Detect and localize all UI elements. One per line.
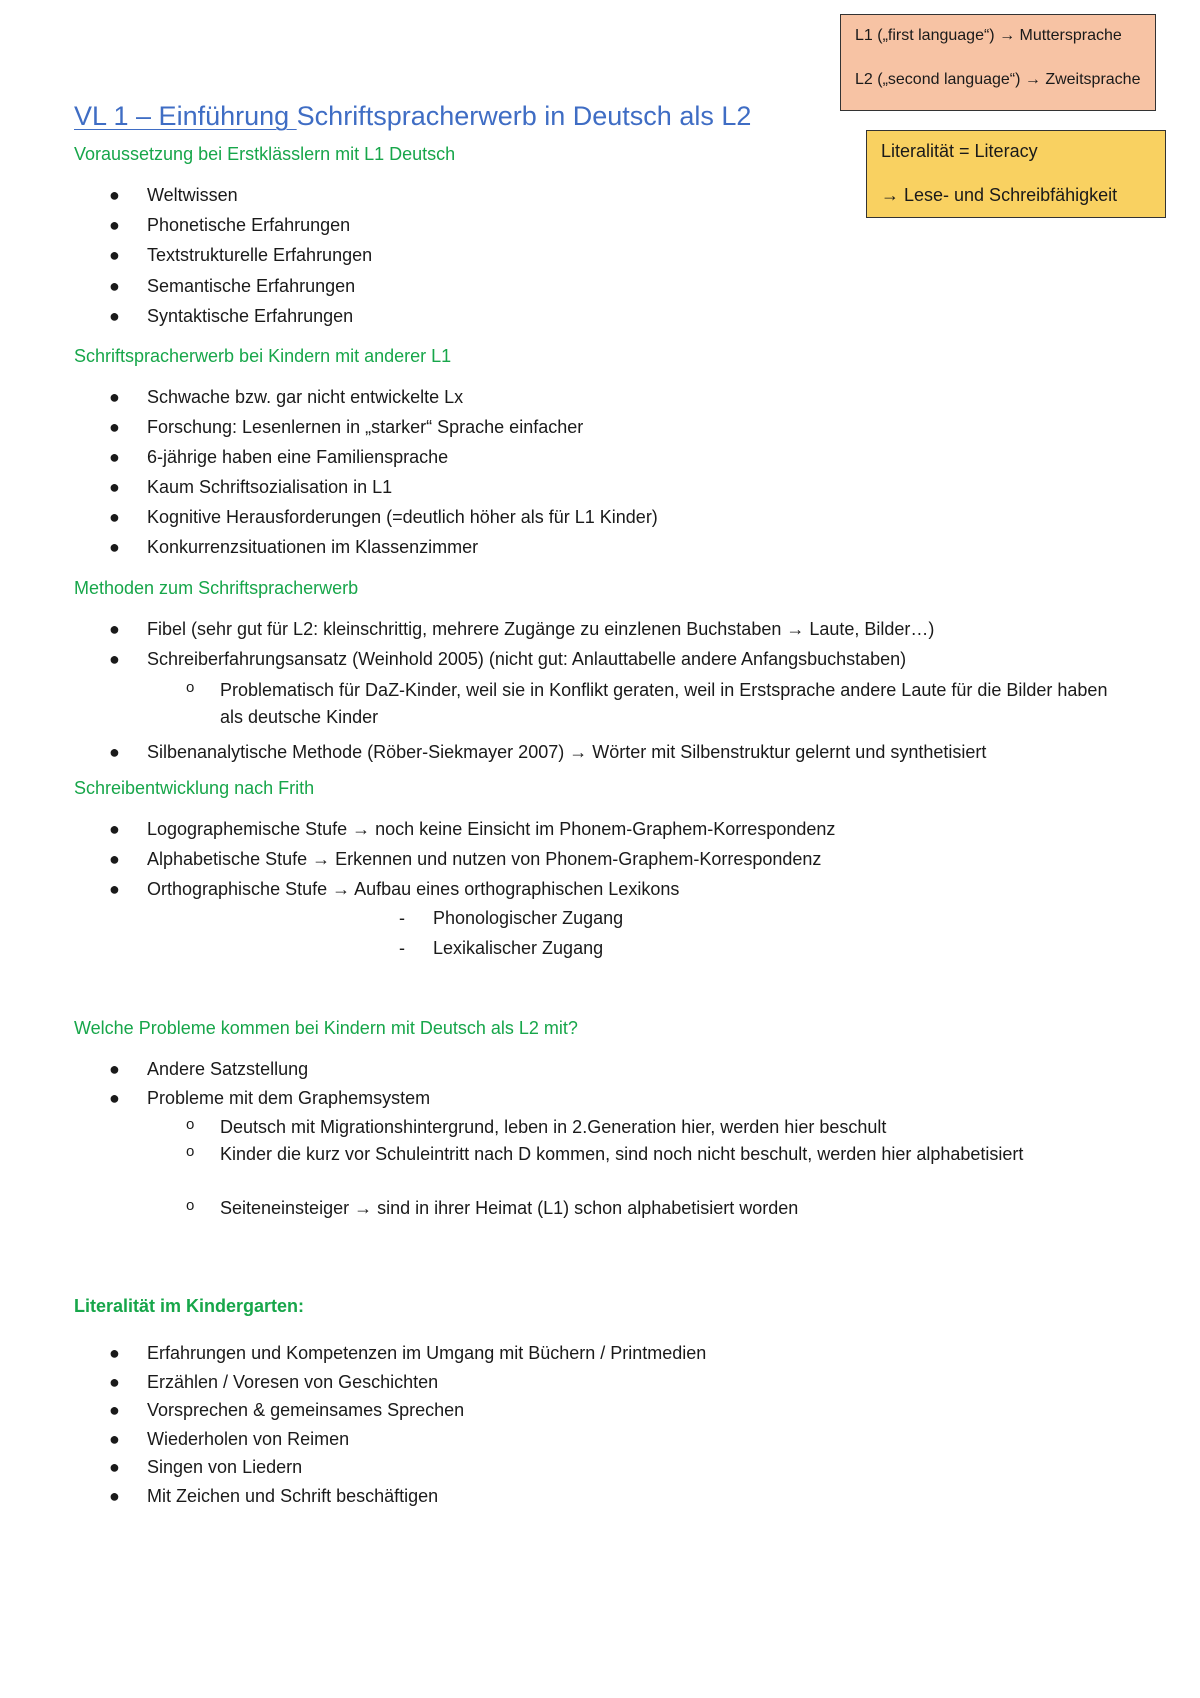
list-item: ● Singen von Liedern [109, 1457, 303, 1477]
title-rest: Schriftspracherwerb in Deutsch als L2 [296, 101, 752, 131]
bullet-icon: ● [109, 507, 120, 527]
bullet-icon: ● [109, 1372, 120, 1392]
bullet-icon: ● [109, 417, 120, 437]
list-item: ● Alphabetische Stufe → Erkennen und nutzen von Phonem-Graphem-Korrespondenz [109, 849, 822, 869]
list-item: ● Andere Satzstellung [109, 1059, 309, 1079]
dash-list-item: - Lexikalischer Zugang [399, 938, 604, 958]
list-item: ● Mit Zeichen und Schrift beschäftigen [109, 1486, 439, 1506]
bullet-icon: ● [109, 1343, 120, 1363]
list-item: ● Schwache bzw. gar nicht entwickelte Lx [109, 387, 464, 407]
bullet-icon: ● [109, 477, 120, 497]
bullet-icon: ● [109, 649, 120, 669]
bullet-icon: ● [109, 1400, 120, 1420]
bullet-icon: ● [109, 619, 120, 639]
list-item: ● Silbenanalytische Methode (Röber-Siekmayer 2007) → Wörter mit Silbenstruktur gelernt und synthetisiert [109, 742, 987, 762]
list-item: ● Kaum Schriftsozialisation in L1 [109, 477, 393, 497]
bullet-icon: ● [109, 849, 120, 869]
bullet-icon: ● [109, 879, 120, 899]
bullet-icon: ● [109, 1457, 120, 1477]
list-item: ● Erzählen / Voresen von Geschichten [109, 1372, 439, 1392]
section-heading: Methoden zum Schriftspracherwerb [74, 578, 359, 598]
list-item: ● Vorsprechen & gemeinsames Sprechen [109, 1400, 465, 1420]
list-item: ● Kognitive Herausforderungen (=deutlich höher als für L1 Kinder) [109, 507, 658, 527]
list-item: ● Logographemische Stufe → noch keine Einsicht im Phonem-Graphem-Korrespondenz [109, 819, 836, 839]
bullet-icon: ● [109, 742, 120, 762]
list-item: ● Probleme mit dem Graphemsystem [109, 1088, 431, 1108]
section-heading: Schreibentwicklung nach Frith [74, 778, 315, 798]
sub-list-item: o Problematisch für DaZ-Kinder, weil sie in Konflikt geraten, weil in Erstsprache andere Laute für die Bilder haben als deutsche Kinder [186, 679, 1108, 727]
bullet-icon: ● [109, 1429, 120, 1449]
title-underlined: VL 1 – Einführung [74, 101, 297, 131]
list-item: ● Semantische Erfahrungen [109, 276, 356, 296]
list-item: ● Konkurrenzsituationen im Klassenzimmer [109, 537, 479, 557]
list-item: ● 6-jährige haben eine Familiensprache [109, 447, 449, 467]
list-item: ● Wiederholen von Reimen [109, 1429, 350, 1449]
list-item: ● Orthographische Stufe → Aufbau eines orthographischen Lexikons [109, 879, 680, 899]
circle-bullet-icon: o [186, 1143, 195, 1160]
list-item: ● Weltwissen [109, 185, 238, 205]
list-item: ● Fibel (sehr gut für L2: kleinschrittig, mehrere Zugänge zu einzlenen Buchstaben → Laute, Bilder…) [109, 619, 935, 639]
list-item: ● Phonetische Erfahrungen [109, 215, 351, 235]
bullet-icon: ● [109, 819, 120, 839]
sub-list-item: o Deutsch mit Migrationshintergrund, leben in 2.Generation hier, werden hier beschult [186, 1116, 887, 1137]
circle-bullet-icon: o [186, 1116, 195, 1133]
bullet-icon: ● [109, 1088, 120, 1108]
literacy-definition-box [866, 130, 1166, 218]
literacy-meaning: → Lese- und Schreibfähigkeit [881, 185, 1118, 205]
list-item: ● Erfahrungen und Kompetenzen im Umgang mit Büchern / Printmedien [109, 1343, 707, 1363]
dash-list-item: - Phonologischer Zugang [399, 908, 624, 928]
list-item: ● Forschung: Lesenlernen in „starker“ Sprache einfacher [109, 417, 584, 437]
l2-definition: L2 („second language“) → Zweitsprache [855, 71, 1141, 88]
bullet-icon: ● [109, 1059, 120, 1079]
list-item: ● Syntaktische Erfahrungen [109, 306, 354, 326]
bullet-icon: ● [109, 537, 120, 557]
sub-list-item: o Seiteneinsteiger → sind in ihrer Heimat (L1) schon alphabetisiert worden [186, 1197, 799, 1218]
circle-bullet-icon: o [186, 1197, 195, 1214]
section-heading: Welche Probleme kommen bei Kindern mit Deutsch als L2 mit? [74, 1018, 578, 1038]
bullet-icon: ● [109, 306, 120, 326]
sub-list-item: o Kinder die kurz vor Schuleintritt nach D kommen, sind noch nicht beschult, werden hier alphabetisiert [186, 1143, 1024, 1164]
bullet-icon: ● [109, 1486, 120, 1506]
bullet-icon: ● [109, 185, 120, 205]
list-item: ● Textstrukturelle Erfahrungen [109, 245, 373, 265]
bullet-icon: ● [109, 245, 120, 265]
bullet-icon: ● [109, 215, 120, 235]
list-item: ● Schreiberfahrungsansatz (Weinhold 2005) (nicht gut: Anlauttabelle andere Anfangsbuchstaben) [109, 649, 907, 669]
dash-bullet-icon: - [399, 908, 405, 928]
section-heading: Literalität im Kindergarten: [74, 1296, 305, 1316]
literacy-term: Literalität = Literacy [881, 141, 1038, 161]
bullet-icon: ● [109, 447, 120, 467]
page-title [74, 100, 751, 132]
bullet-icon: ● [109, 387, 120, 407]
section-heading: Schriftspracherwerb bei Kindern mit anderer L1 [74, 346, 452, 366]
bullet-icon: ● [109, 276, 120, 296]
section-heading: Voraussetzung bei Erstklässlern mit L1 Deutsch [74, 144, 456, 164]
l1-definition: L1 („first language“) → Muttersprache [855, 27, 1122, 44]
circle-bullet-icon: o [186, 679, 195, 696]
language-definition-box [840, 14, 1156, 111]
dash-bullet-icon: - [399, 938, 405, 958]
